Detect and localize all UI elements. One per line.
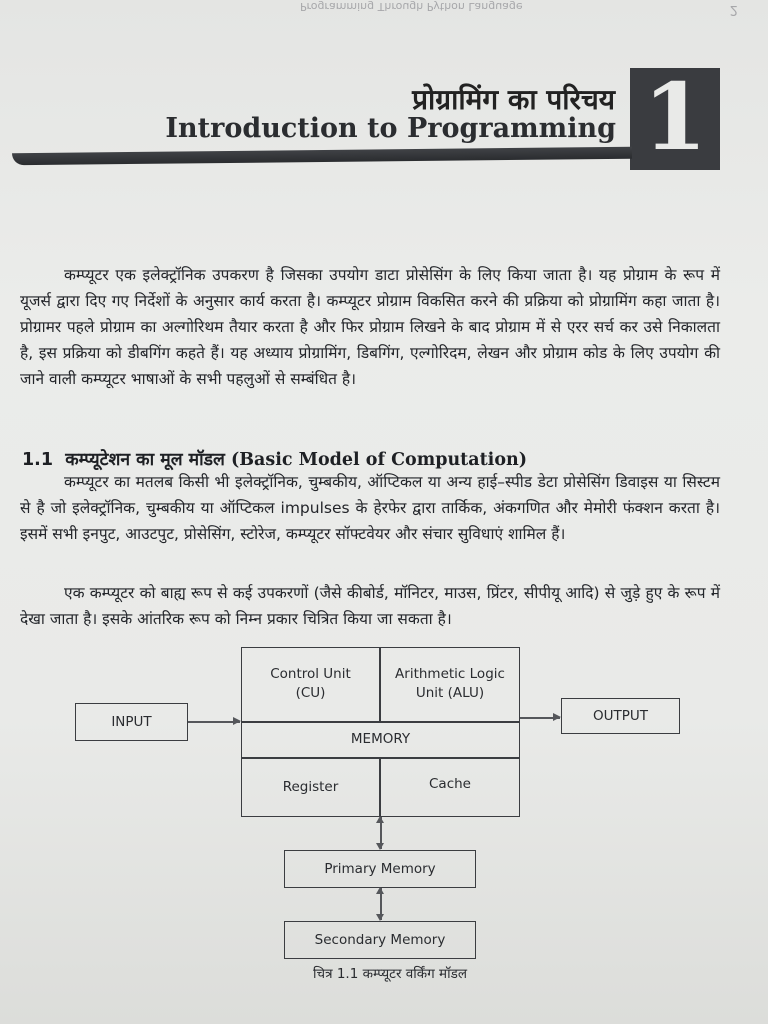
section-paragraph-1-text: कम्प्यूटर का मतलब किसी भी इलेक्ट्रॉनिक, चुम्बकीय, ऑप्टिकल या अन्य हाई–स्पीड डेटा प्रोसेसिंग डिवाइस या सिस्टम से है जो इलेक्ट्रॉनिक, चुम्बकीय या ऑप्टिकल impulses के हेरफेर द्वारा तार्किक, अंकगणित और मेमोरी फंक्शन करता है। इसमें सभी इनपुट, आउटपुट, प्रोसेसिंग, स्टोरेज, कम्प्यूटर सॉफ्टवेयर और संचार सुविधाएं शामिल हैं।	[20, 473, 720, 543]
figure-caption: चित्र 1.1 कम्प्यूटर वर्किंग मॉडल	[313, 966, 467, 982]
chapter-title-hindi: प्रोग्रामिंग का परिचय	[412, 83, 615, 116]
output-label: OUTPUT	[592, 707, 649, 724]
register-cell	[242, 759, 379, 815]
memory-cell	[242, 723, 519, 756]
primary-secondary-memory-arrow	[380, 888, 382, 920]
control-unit-cell	[242, 648, 379, 720]
primary-memory-label: Primary Memory	[324, 860, 436, 877]
section-number: 1.1	[22, 450, 54, 470]
primary-memory-box	[284, 850, 476, 888]
output-box	[561, 698, 680, 734]
intro-paragraph	[20, 262, 720, 392]
output-arrow	[520, 717, 560, 719]
input-arrow	[188, 721, 240, 723]
alu-label: Arithmetic Logic Unit (ALU)	[395, 666, 505, 701]
intro-paragraph-text: कम्प्यूटर एक इलेक्ट्रॉनिक उपकरण है जिसका उपयोग डाटा प्रोसेसिंग के लिए किया जाता है। यह प्रोग्राम के रूप में यूजर्स द्वारा दिए गए निर्देशों के अनुसार कार्य करता है। कम्प्यूटर प्रोग्राम विकसित करने की प्रक्रिया को प्रोग्रामिंग कहा जाता है। प्रोग्रामर पहले प्रोग्राम का अल्गोरिथम तैयार करता है और फिर प्रोग्राम लिखने के बाद प्रोग्राम में से एरर सर्च कर उसे निकालता है, इस प्रक्रिया को डीबगिंग कहते हैं। यह अध्याय प्रोग्रामिंग, डिबगिंग, एल्गोरिदम, लेखन और प्रोग्राम कोड के लिए उपयोग की जाने वाली कम्प्यूटर भाषाओं के सभी पहलुओं से सम्बंधित है।	[20, 266, 720, 388]
secondary-memory-box	[284, 921, 476, 959]
alu-cell	[381, 648, 519, 720]
section-title-english: (Basic Model of Computation)	[230, 450, 527, 470]
section-paragraph-1	[20, 469, 720, 547]
title-underline-bar	[12, 147, 632, 165]
cache-cell	[381, 759, 519, 809]
control-unit-label: Control Unit (CU)	[270, 666, 351, 701]
chapter-number: 1	[642, 63, 707, 171]
input-label: INPUT	[111, 713, 152, 730]
section-heading	[22, 447, 527, 471]
section-paragraph-2-text: एक कम्प्यूटर को बाह्य रूप से कई उपकरणों (जैसे कीबोर्ड, मॉनिटर, माउस, प्रिंटर, सीपीयू आदि) से जुड़े हुए के रूप में देखा जाता है। इसके आंतरिक रूप को निम्न प्रकार चित्रित किया जा सकता है।	[20, 584, 720, 628]
bleed-through-page-number: 2	[729, 2, 738, 17]
section-paragraph-2	[20, 580, 720, 632]
register-label: Register	[282, 778, 339, 795]
cache-label: Cache	[429, 775, 471, 792]
cpu-primary-memory-arrow	[380, 817, 382, 849]
secondary-memory-label: Secondary Memory	[314, 931, 446, 948]
input-box	[75, 703, 188, 741]
bleed-through-running-head: Programming Through Python Language	[300, 0, 523, 13]
memory-label: MEMORY	[350, 731, 411, 747]
section-title-hindi: कम्प्यूटेशन का मूल मॉडल	[65, 450, 225, 470]
chapter-title-english: Introduction to Programming	[165, 113, 616, 144]
